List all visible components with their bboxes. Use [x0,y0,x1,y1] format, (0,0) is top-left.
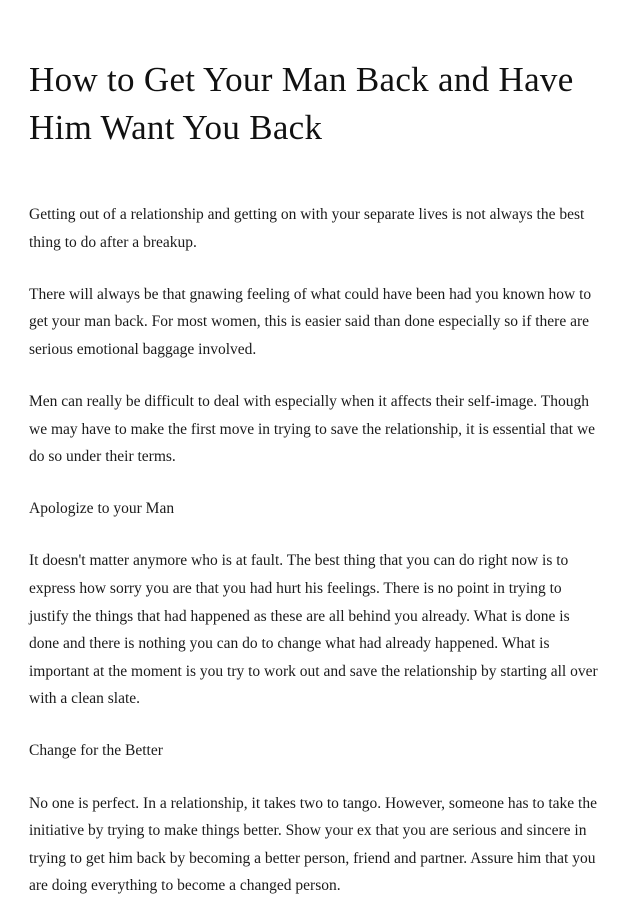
document-body [29,201,601,900]
paragraph-intro-3: Men can really be difficult to deal with especially when it affects their self-image. Though we may have to make the first move in trying to save the relationship, it is essential that we do so under their terms. [29,392,596,466]
document-title: How to Get Your Man Back and Have Him Want You Back [29,60,574,147]
section-text-apologize: It doesn't matter anymore who is at fault. The best thing that you can do right now is to express how sorry you are that you had hurt his feelings. There is no point in trying to justify the things that had happened as these are all behind you already. What is done is done and there is nothing you can do to change what had already happened. What is important at the moment is you try to work out and save the relationship by starting all over with a clean slate. [29,552,598,708]
section-heading-apologize: Apologize to your Man [29,500,175,518]
section-text-change: No one is perfect. In a relationship, it takes two to tango. However, someone has to take the initiative by trying to make things better. Show your ex that you are serious and sincere in trying to get him back by becoming a better person, friend and partner. Assure him that you are doing everything to become a changed person. [29,794,597,895]
paragraph-intro-2: There will always be that gnawing feeling of what could have been had you known how to get your man back. For most women, this is easier said than done especially so if there are serious emotional baggage involved. [29,285,592,358]
document-page [29,0,601,924]
section-heading-change: Change for the Better [29,742,163,760]
paragraph-intro-1: Getting out of a relationship and getting on with your separate lives is not always the best thing to do after a breakup. [29,206,585,251]
